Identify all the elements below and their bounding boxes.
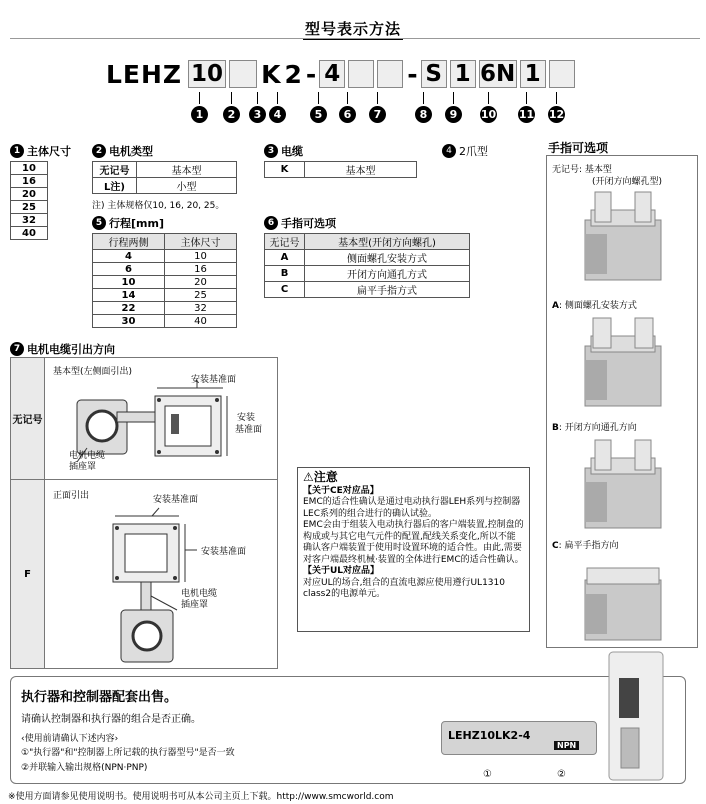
set-line-4: ②并联输入输出规格(NPN·PNP) xyxy=(21,763,148,773)
set-line-3: ①"执行器"和"控制器上所记载的执行器型号"是否一致 xyxy=(21,748,235,758)
model-part-11: 1 xyxy=(520,60,546,88)
bullet-11: 11 xyxy=(518,108,535,121)
finger-b-label: B: 开闭方向通孔方向 xyxy=(552,423,637,433)
ce-text-1: EMC的适合性确认是通过电动执行器LEH系列与控制器LEC系列的组合进行的确认试验。 xyxy=(303,497,521,519)
ref-right-label-1: 安装 xyxy=(237,413,256,423)
row-label: F xyxy=(11,480,45,668)
row-desc: 基本型(左侧面引出) xyxy=(53,367,133,377)
table-row: 10 xyxy=(11,162,48,175)
model-bullets xyxy=(0,106,706,126)
motor-type-note: 注) 主体规格仅10, 16, 20, 25。 xyxy=(92,201,225,211)
front-type-drawing xyxy=(47,500,275,666)
model-part-2 xyxy=(229,60,257,88)
finger-basic-image xyxy=(577,190,669,286)
model-part-6 xyxy=(348,60,374,88)
ref-top-label: 安装基准面 xyxy=(191,375,237,385)
bullet-4: 4 xyxy=(269,106,286,123)
finger-c-image xyxy=(577,554,669,644)
finger-c-label: C: 扁平手指方向 xyxy=(552,541,619,551)
cable-label-1: 电机电缆 xyxy=(181,589,218,599)
bullet-5: 5 xyxy=(310,106,327,123)
finger-option-panel xyxy=(546,155,698,648)
controller-image xyxy=(605,648,667,782)
model-part-10: 6N xyxy=(479,61,516,87)
model-part-5: 4 xyxy=(319,60,345,88)
bullet-7: 7 xyxy=(369,106,386,123)
ce-heading: 【关于CE对应品】 xyxy=(303,485,379,496)
table-row: 32 xyxy=(11,214,48,227)
section-2-heading: 2 电机类型 xyxy=(92,143,237,159)
ul-heading: 【关于UL对应品】 xyxy=(303,566,380,576)
caution-box xyxy=(297,467,530,632)
page-title: 型号表示方法 xyxy=(304,20,401,38)
bullet-10: 10 xyxy=(480,108,497,121)
finger-option-table: 无记号 基本型(开闭方向螺孔) A 侧面螺孔安装方式 B 开闭方向通孔方式 C 扁平手指方式 xyxy=(264,233,470,298)
section-5-heading: 5 行程[mm] xyxy=(92,215,237,231)
section-finger-option xyxy=(264,215,470,298)
row-desc: 正面引出 xyxy=(53,491,90,501)
set-heading: 执行器和控制器配套出售。 xyxy=(21,690,178,705)
cable-direction-basic xyxy=(11,358,277,480)
row-label: 无记号 xyxy=(11,358,45,479)
product-label xyxy=(441,721,597,755)
ref-right-label-2: 基准面 xyxy=(235,425,263,435)
stroke-table: 行程两侧 主体尺寸 4 10 6 16 10 20 14 25 22 32 30 40 xyxy=(92,233,237,328)
section-jaw-type xyxy=(442,143,488,159)
title-divider xyxy=(10,38,700,39)
footer-note: ※使用方面请参见使用说明书。使用说明书可从本公司主页上下载。http://www.smcworld.com xyxy=(8,792,394,802)
ul-text: 对应UL的场合,组合的直流电源应使用遵行UL1310 class2的电源单元。 xyxy=(303,577,505,599)
section-1-heading: 1 主体尺寸 xyxy=(10,143,71,159)
table-row: 25 xyxy=(11,201,48,214)
label-model: LEHZ10LK2-4 xyxy=(448,729,531,742)
bullet-1: 1 xyxy=(191,106,208,123)
cable-table: K 基本型 xyxy=(264,161,417,178)
warning-icon: ⚠ xyxy=(303,470,314,484)
cable-direction-panel xyxy=(10,357,278,669)
section-6-heading: 6 手指可选项 xyxy=(264,215,470,231)
model-part-4: 2 xyxy=(284,59,302,89)
section-3-heading: 3 电缆 xyxy=(264,143,417,159)
set-line-1: 请确认控制器和执行器的组合是否正确。 xyxy=(21,714,201,725)
cable-label-2: 插座罩 xyxy=(69,462,97,472)
model-part-9: 1 xyxy=(450,60,476,88)
finger-none-label: 无记号: 基本型 xyxy=(552,165,612,175)
table-row: 40 xyxy=(11,227,48,240)
finger-b-image xyxy=(577,438,669,534)
motor-type-table: 无记号 基本型 L注) 小型 xyxy=(92,161,237,194)
model-part-8: S xyxy=(421,60,447,88)
model-part-1: 10 xyxy=(188,60,226,88)
callout-1: ① xyxy=(483,769,492,780)
model-part-7 xyxy=(377,60,403,88)
bullet-12: 12 xyxy=(548,108,565,121)
finger-a-image xyxy=(577,316,669,412)
model-code xyxy=(106,58,578,90)
ref-top-label: 安装基准面 xyxy=(153,495,199,505)
table-row: 20 xyxy=(11,188,48,201)
model-part-3: K xyxy=(261,59,281,89)
callout-2: ② xyxy=(557,769,566,780)
section-cable xyxy=(264,143,417,178)
table-row: 16 xyxy=(11,175,48,188)
model-dash-2: - xyxy=(407,59,418,89)
section-body-size xyxy=(10,143,71,240)
controller-set-box xyxy=(10,676,686,784)
finger-none-sub: (开闭方向螺孔型) xyxy=(592,177,663,187)
section-stroke xyxy=(92,215,237,328)
set-line-2: ‹使用前请确认下述内容› xyxy=(21,734,119,744)
cable-direction-front xyxy=(11,480,277,668)
section-7-heading: 7 电机电缆引出方向 xyxy=(10,341,115,357)
bullet-9: 9 xyxy=(445,106,462,123)
model-dash-1: - xyxy=(305,59,317,89)
bullet-3: 3 xyxy=(249,106,266,123)
bullet-2: 2 xyxy=(223,106,240,123)
section-motor-type xyxy=(92,143,237,211)
section-4-heading: 4 2爪型 xyxy=(442,143,488,159)
caution-heading: ⚠注意 xyxy=(303,470,338,484)
bullet-6: 6 xyxy=(339,106,356,123)
body-size-table xyxy=(10,161,48,240)
model-part-12 xyxy=(549,60,575,88)
cable-label-1: 电机电缆 xyxy=(69,451,106,461)
model-prefix: LEHZ xyxy=(106,59,183,89)
cable-label-2: 插座罩 xyxy=(181,600,209,610)
finger-panel-title: 手指可选项 xyxy=(548,141,609,155)
ce-text-2: EMC会由于组装入电动执行器后的客户端装置,控制盘的构成或与其它电气元件的配置,配线关系变化,所以不能确认客户端装置于使用时设置环境的适合性。由此,需要对客户端最终机械·装置的全体进行EMC的适合性确认。 xyxy=(303,520,524,565)
finger-a-label: A: 侧面螺孔安装方式 xyxy=(552,301,637,311)
label-npn: NPN xyxy=(554,741,579,750)
bullet-8: 8 xyxy=(415,106,432,123)
ref-right-label: 安装基准面 xyxy=(201,547,247,557)
